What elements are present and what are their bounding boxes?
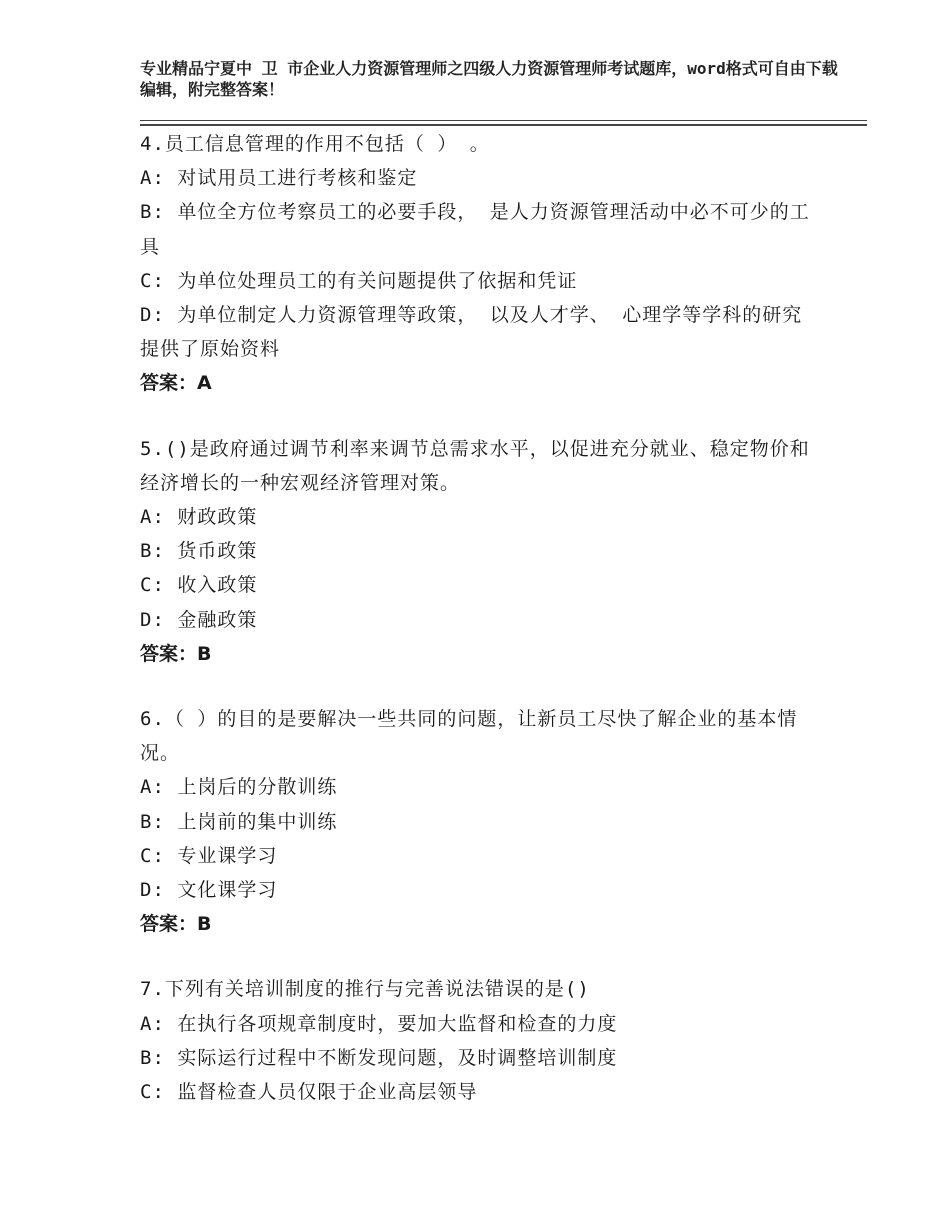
option-d: D: 金融政策 — [140, 608, 258, 631]
question-item — [140, 702, 820, 941]
document-header: 专业精品宁夏中 卫 市企业人力资源管理师之四级人力资源管理师考试题库，word格式可自由下载编辑，附完整答案！ — [140, 59, 838, 99]
option-a: A: 财政政策 — [140, 506, 258, 529]
header-divider-thick — [140, 124, 867, 126]
option-c: C: 监督检查人员仅限于企业高层领导 — [140, 1081, 478, 1104]
option-c: C: 专业课学习 — [140, 844, 278, 867]
option-a: A: 上岗后的分散训练 — [140, 776, 338, 799]
question-item — [140, 972, 820, 1109]
option-c: C: 收入政策 — [140, 574, 258, 597]
question-stem: 7.下列有关培训制度的推行与完善说法错误的是() — [140, 978, 590, 1001]
header-divider-thin — [140, 120, 867, 121]
question-stem: 6.（ ）的目的是要解决一些共同的问题，让新员工尽快了解企业的基本情况。 — [140, 708, 798, 765]
question-item — [140, 432, 820, 671]
answer-label: 答案：B — [140, 642, 212, 665]
question-item — [140, 127, 820, 401]
question-stem: 5.()是政府通过调节利率来调节总需求水平，以促进充分就业、稳定物价和经济增长的一种宏观经济管理对策。 — [140, 437, 810, 494]
option-b: B: 实际运行过程中不断发现问题，及时调整培训制度 — [140, 1046, 618, 1069]
question-list — [140, 127, 820, 1140]
option-c: C: 为单位处理员工的有关问题提供了依据和凭证 — [140, 269, 578, 292]
question-stem: 4.员工信息管理的作用不包括（ ） 。 — [140, 133, 490, 155]
option-d: D: 文化课学习 — [140, 879, 278, 902]
option-a: A: 在执行各项规章制度时，要加大监督和检查的力度 — [140, 1012, 618, 1035]
option-a: A: 对试用员工进行考核和鉴定 — [140, 167, 418, 190]
option-b: B: 货币政策 — [140, 540, 258, 563]
option-b: B: 单位全方位考察员工的必要手段， 是人力资源管理活动中必不可少的工具 — [140, 201, 810, 258]
option-d: D: 为单位制定人力资源管理等政策， 以及人才学、 心理学等学科的研究提供了原始资料 — [140, 304, 803, 361]
answer-label: 答案：B — [140, 913, 212, 936]
answer-label: 答案：A — [140, 372, 212, 395]
option-b: B: 上岗前的集中训练 — [140, 810, 338, 833]
